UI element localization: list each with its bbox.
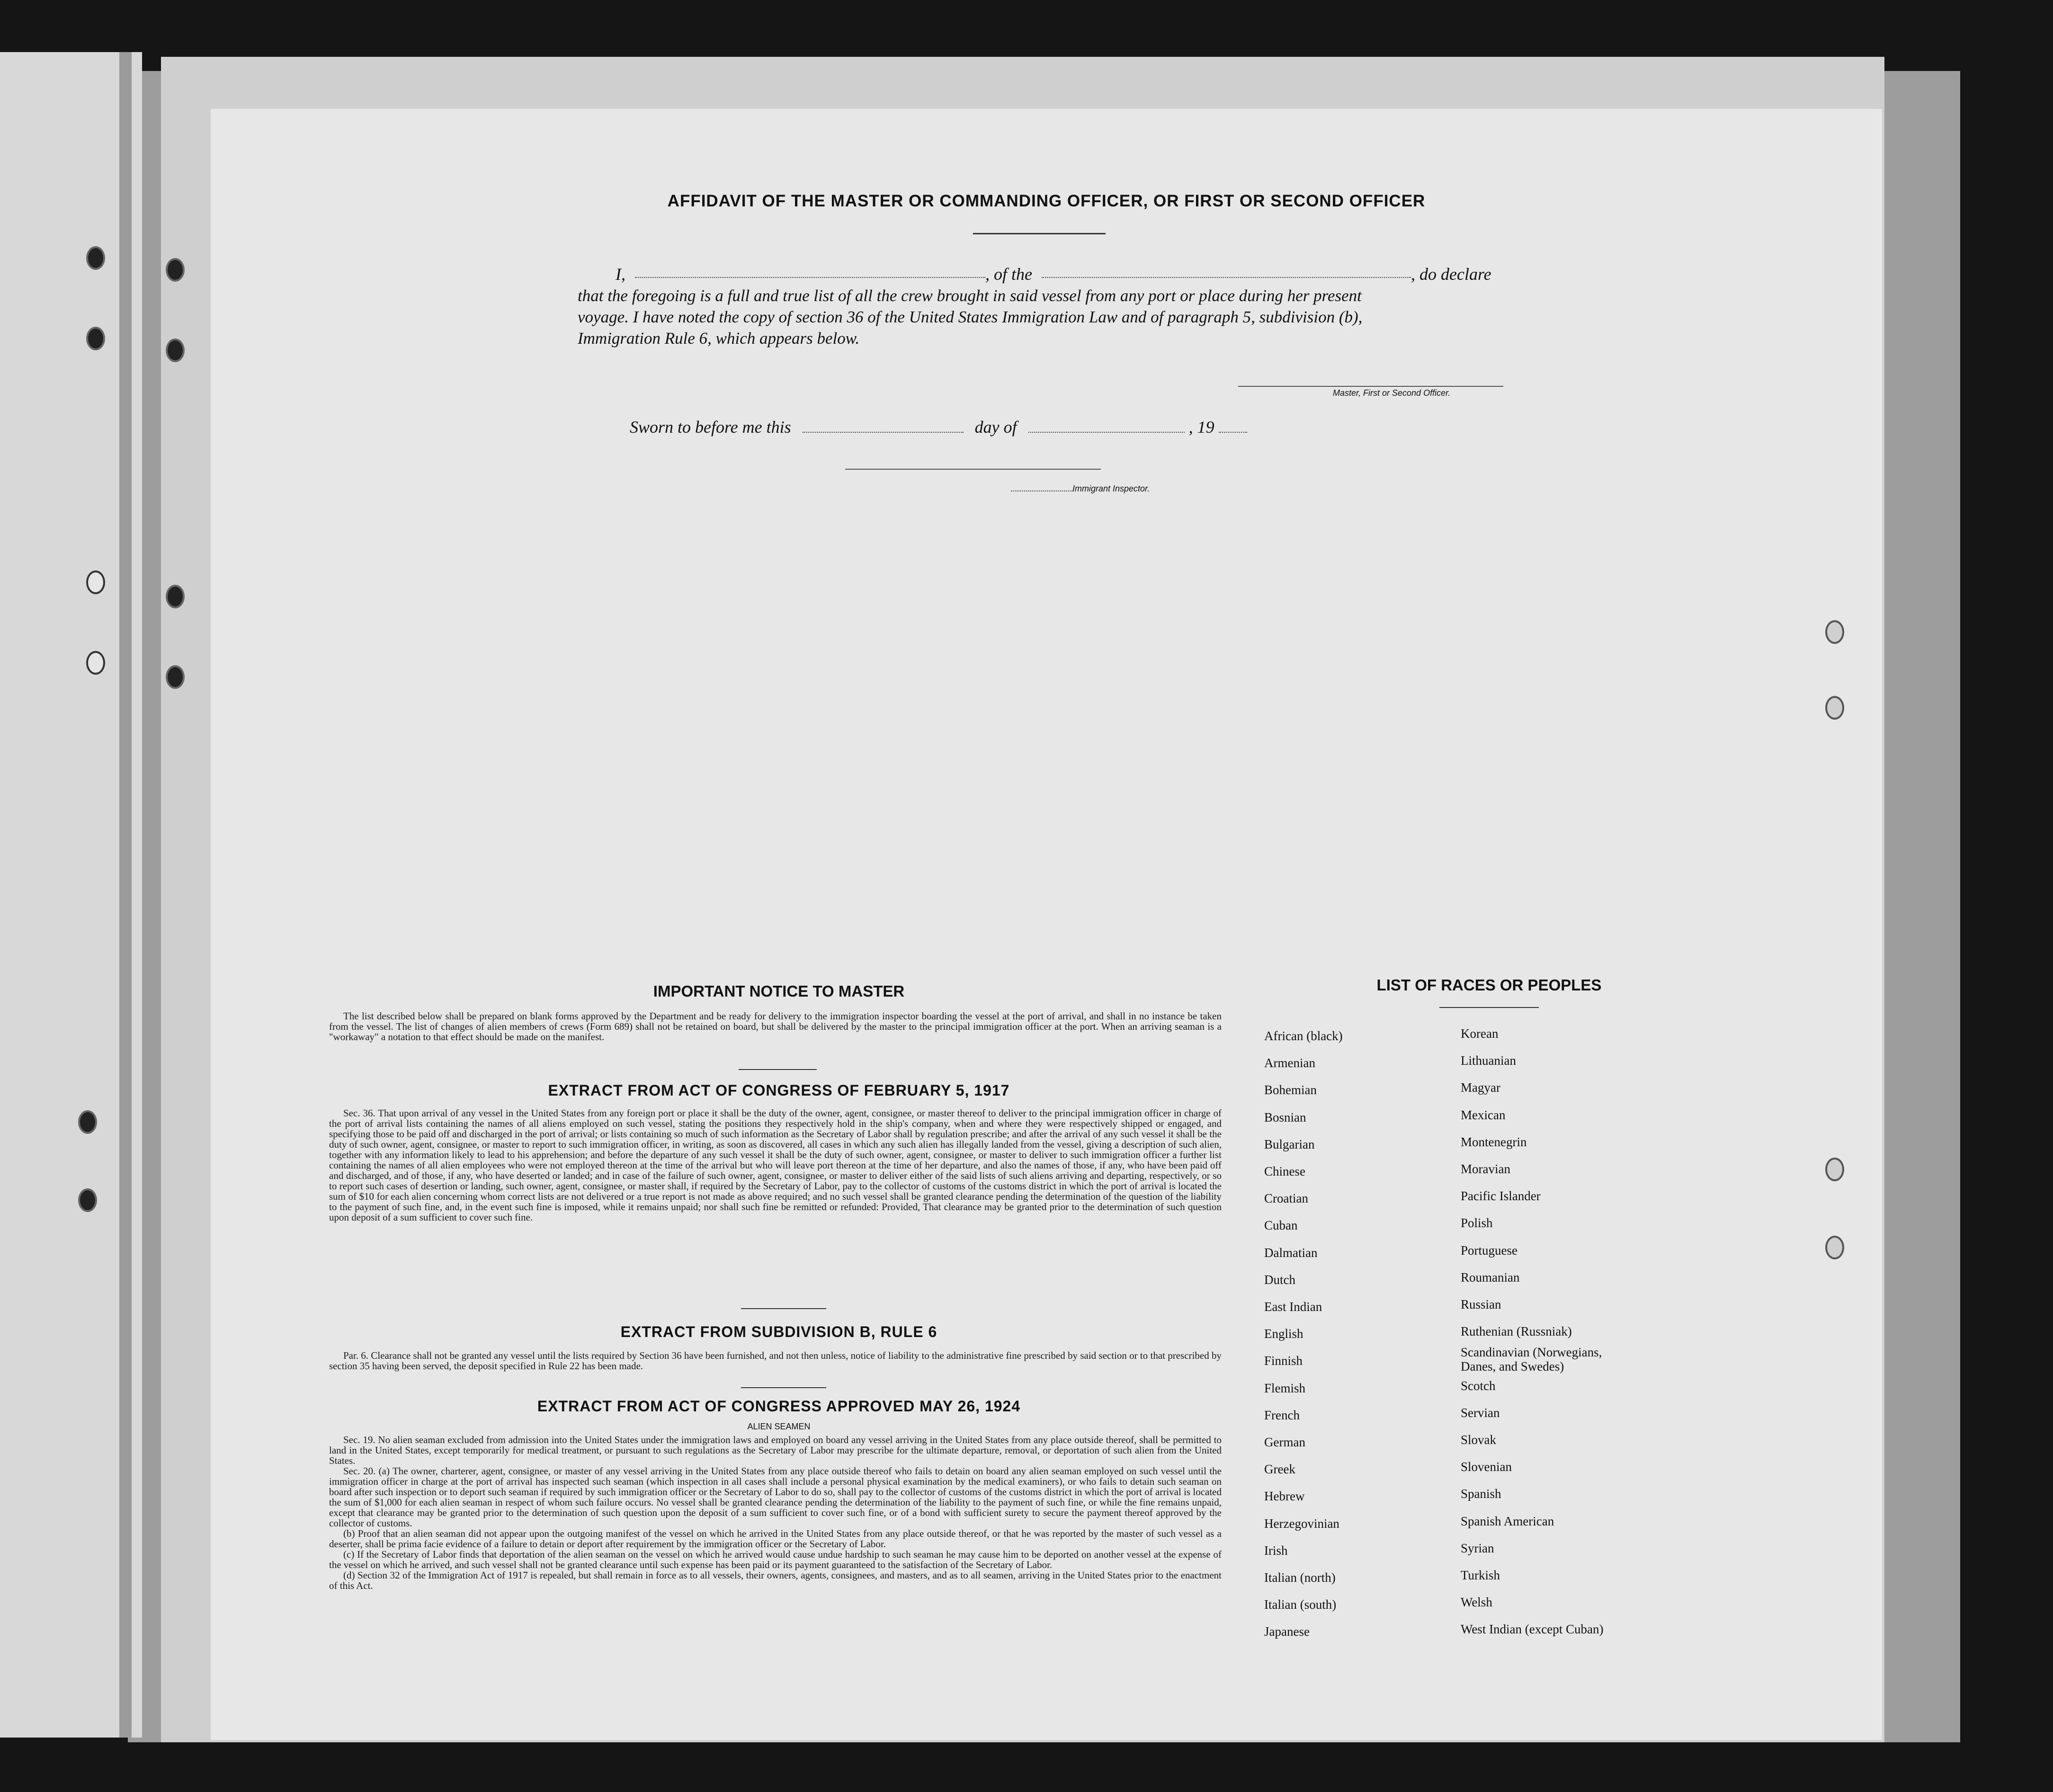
extract-1917-rule xyxy=(741,1308,826,1309)
binder-edge xyxy=(119,52,132,1738)
signature-line[interactable] xyxy=(1238,386,1503,387)
sec-20-a-paragraph: Sec. 20. (a) The owner, charterer, agent, consignee, or master of any vessel arriving in the United States from any place outside thereof who fails to detain on board any alien seaman employed on such vessel until the immigration officer in charge at the port of arrival has inspected such seaman (which inspection in all cases shall include a personal physical examination by the medical examiners), or who fails to detain such seaman on board after such inspection or to deport such seaman if required by such immigration officer or the Secretary of Labor to do so, shall pay to the collector of customs of the customs district in which the port of arrival is located the sum of $1,000 for each alien seaman in respect of whom such failure occurs. No vessel shall be granted clearance pending the determination of the liability to the payment of such fine, or while the fine remains unpaid, except that clearance may be granted prior to the determination of such question upon the deposit of a sum sufficient to cover such fine, or of a bond with sufficient surety to secure the payment thereof approved by the collector of customs. xyxy=(329,1465,1222,1529)
race-item: Armenian xyxy=(1264,1056,1315,1070)
notice-text xyxy=(329,1011,1222,1042)
binder-hole xyxy=(166,339,185,362)
race-item: Welsh xyxy=(1461,1595,1492,1610)
alien-seamen-subtitle: ALIEN SEAMEN xyxy=(747,1422,811,1431)
signature-label: Master, First or Second Officer. xyxy=(1333,388,1451,398)
officer-name-blank[interactable] xyxy=(635,264,985,278)
race-item: Spanish American xyxy=(1461,1514,1554,1528)
races-title: LIST OF RACES OR PEOPLES xyxy=(1376,976,1602,994)
page-hole xyxy=(1825,620,1844,644)
section-36-paragraph: Sec. 36. That upon arrival of any vessel in the United States from any foreign port or place it shall be the duty of the owner, agent, consignee, or master thereof to deliver to the principal immigration officer in charge of the port of arrival lists containing the names of all aliens employed on such vessel, stating the positions they respectively hold in the ship's company, when and where they were respectively shipped or engaged, and specifying those to be paid off and discharged in the port of arrival; or lists containing so much of such information as the Secretary of Labor shall by regulation prescribe; and after the arrival of any such vessel it shall be the duty of such owner, agent, consignee, or master to report to such immigration officer, in writing, as soon as discovered, all cases in which any such alien has illegally landed from the vessel, giving a description of such alien, together with any information likely to lead to his apprehension; and before the departure of any such vessel it shall be the duty of such owner, agent, consignee, or master to deliver to such immigration officer a further list containing the names of all alien employees who were not employed thereon at the time of the arrival but who will leave port thereon at the time of her departure, and also the names of those, if any, who have been paid off and discharged, and of those, if any, who have deserted or landed; and in case of the failure of such owner, agent, consignee, or master to deliver either of the said lists of such aliens arriving and departing, respectively, or so to report such cases of desertion or landing, such owner, agent, consignee, or master shall, if required by the Secretary of Labor, pay to the collector of customs of the customs district in which the port of arrival is located the sum of $10 for each alien concerning whom correct lists are not delivered or a true report is not made as above required; and no such vessel shall be granted clearance pending the determination of the question of the liability to the payment of such fine, and, in the event such fine is imposed, while it remains unpaid; nor shall such fine be remitted or refunded: Provided, That clearance may be granted prior to the determination of such question upon deposit of a sum sufficient to cover such fine. xyxy=(329,1107,1222,1223)
race-item: Cuban xyxy=(1264,1218,1298,1233)
races-left-column xyxy=(1264,1023,1343,1646)
race-item: Scandinavian (Norwegians, Danes, and Swedes) xyxy=(1461,1345,1602,1374)
declaration-do-declare: , do declare xyxy=(1410,265,1491,284)
subdivision-b-rule xyxy=(741,1387,826,1388)
subdivision-b-title: EXTRACT FROM SUBDIVISION B, RULE 6 xyxy=(620,1323,937,1340)
race-item: English xyxy=(1264,1327,1303,1341)
affidavit-title: AFFIDAVIT OF THE MASTER OR COMMANDING OFFICER, OR FIRST OR SECOND OFFICER xyxy=(667,192,1426,210)
race-item: Servian xyxy=(1461,1405,1500,1420)
declaration-line-4: Immigration Rule 6, which appears below. xyxy=(578,329,860,348)
affidavit-title-rule xyxy=(973,233,1106,234)
sec-20-d-paragraph: (d) Section 32 of the Immigration Act of 1917 is repealed, but shall remain in force as to all vessels, their owners, agents, consignees, and masters, and as to all seamen, arriving in the United States prior to the enactment of this Act. xyxy=(329,1569,1222,1591)
races-right-column xyxy=(1461,1020,1622,1643)
notice-title: IMPORTANT NOTICE TO MASTER xyxy=(653,982,905,1000)
inspector-signature-line[interactable] xyxy=(845,469,1101,470)
race-item: German xyxy=(1264,1435,1305,1450)
sworn-year-prefix: , 19 xyxy=(1188,418,1214,437)
race-item: Spanish xyxy=(1461,1487,1501,1501)
binder-hole xyxy=(78,1110,97,1134)
race-item: Korean xyxy=(1461,1026,1499,1041)
manifest-page xyxy=(211,109,1882,1740)
race-item: Japanese xyxy=(1264,1624,1310,1639)
race-item: French xyxy=(1264,1408,1300,1422)
race-item: Finnish xyxy=(1264,1354,1303,1368)
race-item: Syrian xyxy=(1461,1541,1494,1555)
subdivision-b-text xyxy=(329,1350,1222,1371)
race-item: Montenegrin xyxy=(1461,1134,1527,1149)
declaration-line-2: that the foregoing is a full and true list of all the crew brought in said vessel from any port or place during her present xyxy=(578,286,1362,305)
extract-1924-title: EXTRACT FROM ACT OF CONGRESS APPROVED MAY 26, 1924 xyxy=(537,1398,1021,1415)
race-item: Dutch xyxy=(1264,1272,1295,1287)
sworn-year-blank[interactable] xyxy=(1219,419,1247,433)
races-title-rule xyxy=(1439,1007,1539,1008)
binder-hole xyxy=(86,246,105,270)
race-item: Dalmatian xyxy=(1264,1245,1318,1260)
sworn-text: Sworn to before me this xyxy=(630,418,791,437)
race-item: Moravian xyxy=(1461,1162,1510,1177)
race-item: West Indian (except Cuban) xyxy=(1461,1622,1604,1637)
race-item: Slovenian xyxy=(1461,1460,1512,1474)
race-item: Bohemian xyxy=(1264,1083,1317,1097)
binder-hole xyxy=(86,571,105,594)
binder-hole xyxy=(166,258,185,282)
race-item: Greek xyxy=(1264,1462,1295,1477)
page-hole xyxy=(1825,1236,1844,1259)
race-item: Slovak xyxy=(1461,1433,1497,1447)
extract-1917-title: EXTRACT FROM ACT OF CONGRESS OF FEBRUARY 5, 1917 xyxy=(548,1082,1010,1099)
binder-hole xyxy=(86,327,105,350)
race-item: Russian xyxy=(1461,1297,1501,1312)
race-item: Chinese xyxy=(1264,1164,1305,1179)
binder-hole xyxy=(166,665,185,689)
par-6-paragraph: Par. 6. Clearance shall not be granted any vessel until the lists required by Section 36 have been furnished, and not then unless, notice of liability to the administrative fine prescribed by said section or to that prescribed by section 35 having been served, the deposit specified in Rule 22 has been made. xyxy=(329,1350,1222,1372)
race-item: East Indian xyxy=(1264,1300,1322,1314)
binder-hole xyxy=(86,651,105,675)
extract-1924-text xyxy=(329,1435,1222,1591)
race-item: African (black) xyxy=(1264,1029,1343,1043)
race-item: Herzegovinian xyxy=(1264,1516,1339,1531)
race-item: Turkish xyxy=(1461,1568,1500,1583)
page-hole xyxy=(1825,1158,1844,1181)
sec-20-c-paragraph: (c) If the Secretary of Labor finds that deportation of the alien seaman on the vessel on which he arrived would cause undue hardship to such seaman he may cause him to be deported on another vessel at the expense of the vessel on which he arrived, and such vessel shall not be granted clearance until such expense has been paid or its payment guaranteed to the satisfaction of the Secretary of Labor. xyxy=(329,1549,1222,1570)
notice-paragraph: The list described below shall be prepared on blank forms approved by the Department and be ready for delivery to the immigration inspector boarding the vessel at the port of arrival, and shall in no instance be taken from the vessel. The list of changes of alien members of crews (Form 689) shall not be retained on board, but shall be delivered by the master to the principal immigration officer at the port. When an arriving seaman is a "workaway" a notation to that effect should be made on the manifest. xyxy=(329,1010,1222,1043)
extract-1917-text xyxy=(329,1108,1222,1222)
affidavit-declaration xyxy=(578,264,1733,349)
race-item: Irish xyxy=(1264,1543,1288,1558)
sworn-month-blank[interactable] xyxy=(1028,419,1185,433)
inspector-label-wrap xyxy=(1011,483,1150,494)
race-item: Italian (south) xyxy=(1264,1597,1337,1612)
race-item: Magyar xyxy=(1461,1080,1500,1095)
vessel-name-blank[interactable] xyxy=(1042,264,1411,278)
race-item: Croatian xyxy=(1264,1191,1308,1206)
race-item: Portuguese xyxy=(1461,1243,1517,1257)
declaration-line-3: voyage. I have noted the copy of section 36 of the United States Immigration Law and of paragraph 5, subdivision (b), xyxy=(578,308,1363,326)
sec-20-b-paragraph: (b) Proof that an alien seaman did not appear upon the outgoing manifest of the vessel on which he arrived in the United States from any place outside thereof, or that he was reported by the master of such vessel as a deserter, shall be prima facie evidence of a failure to detain or deport after requirement by the immigration officer or the Secretary of Labor. xyxy=(329,1528,1222,1550)
page-hole xyxy=(1825,696,1844,720)
race-item: Bosnian xyxy=(1264,1110,1306,1124)
race-item: Hebrew xyxy=(1264,1489,1305,1504)
race-item: Polish xyxy=(1461,1216,1493,1230)
inspector-label: Immigrant Inspector. xyxy=(1072,484,1150,493)
declaration-i: I, xyxy=(616,265,625,284)
race-item: Bulgarian xyxy=(1264,1137,1315,1151)
race-item: Ruthenian (Russniak) xyxy=(1461,1324,1572,1339)
race-item: Roumanian xyxy=(1461,1270,1520,1284)
race-item: Italian (north) xyxy=(1264,1570,1336,1585)
race-item: Scotch xyxy=(1461,1378,1496,1393)
sworn-day-of: day of xyxy=(974,418,1017,437)
race-item: Pacific Islander xyxy=(1461,1189,1541,1204)
sworn-line xyxy=(630,417,1247,438)
binder-hole xyxy=(166,585,185,608)
notice-rule xyxy=(739,1069,817,1070)
sec-19-paragraph: Sec. 19. No alien seaman excluded from admission into the United States under the immigration laws and employed on board any vessel arriving in the United States from any place outside thereof, shall be permitted to land in the United States, except temporarily for medical treatment, or pursuant to such regulations as the Secretary of Labor may prescribe for the ultimate departure, removal, or deportation of such alien from the United States. xyxy=(329,1434,1222,1466)
sworn-day-blank[interactable] xyxy=(803,419,964,433)
inspector-blank[interactable] xyxy=(1011,483,1072,491)
race-item: Flemish xyxy=(1264,1381,1306,1395)
declaration-of-the: , of the xyxy=(985,265,1032,284)
binder-hole xyxy=(78,1188,97,1212)
race-item: Mexican xyxy=(1461,1107,1506,1122)
race-item: Lithuanian xyxy=(1461,1053,1516,1068)
